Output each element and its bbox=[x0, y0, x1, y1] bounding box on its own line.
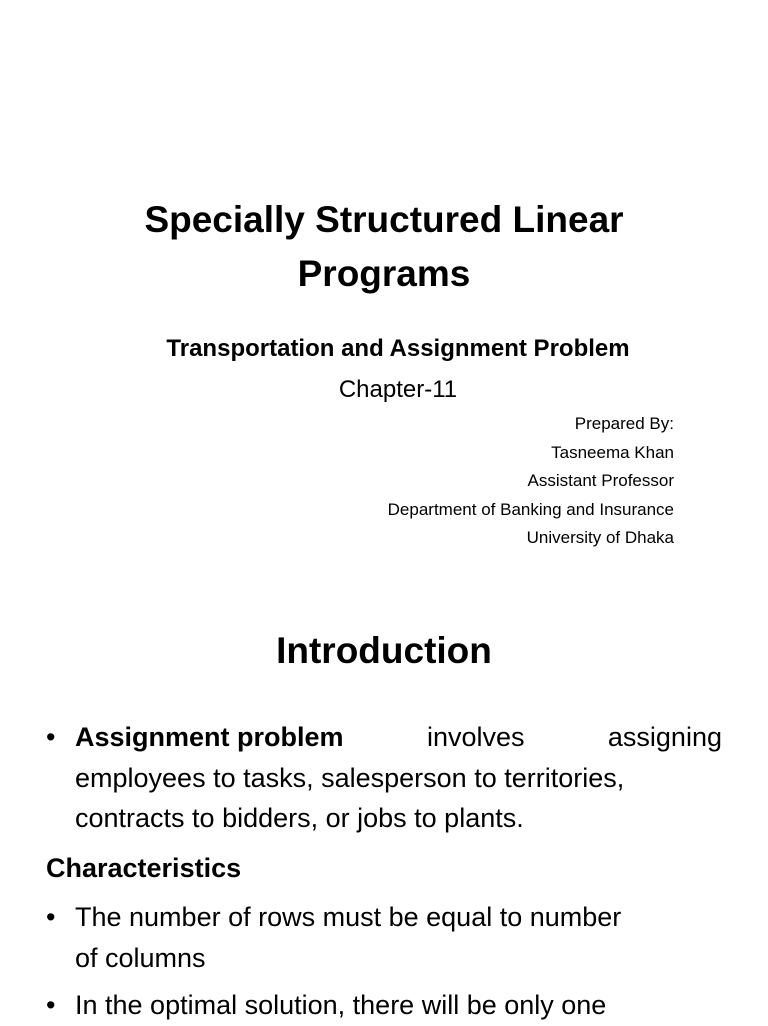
bullet-line: The number of rows must be equal to number bbox=[75, 902, 622, 932]
author-block bbox=[388, 410, 674, 553]
bullet-word: involves bbox=[426, 722, 525, 752]
section-title: Introduction bbox=[276, 630, 492, 671]
slide-title bbox=[0, 193, 768, 301]
bullet-item-optimal-solution bbox=[46, 985, 722, 1026]
author-position: Assistant Professor bbox=[527, 471, 674, 490]
bullet-word: assigning bbox=[607, 722, 722, 752]
bullet-line: of columns bbox=[75, 942, 206, 973]
characteristics-heading: Characteristics bbox=[46, 853, 242, 883]
bullet-icon: • bbox=[46, 990, 56, 1020]
author-university: University of Dhaka bbox=[526, 528, 674, 547]
bullet-item-rows-columns bbox=[46, 897, 722, 978]
bullet-bold-term: Assignment problem bbox=[75, 722, 344, 752]
author-name: Tasneema Khan bbox=[551, 442, 674, 462]
bullet-line: In the optimal solution, there will be only one bbox=[75, 990, 607, 1020]
slide-subtitle: Transportation and Assignment Problem bbox=[166, 335, 630, 362]
author-department: Department of Banking and Insurance bbox=[387, 499, 674, 519]
bullet-line: contracts to bidders, or jobs to plants. bbox=[75, 803, 524, 833]
slide-title-line-2: Programs bbox=[297, 253, 471, 294]
slide-title-line-1: Specially Structured Linear bbox=[144, 199, 624, 240]
chapter-label: Chapter-11 bbox=[338, 376, 458, 403]
bullet-line: employees to tasks, salesperson to territories, bbox=[75, 762, 625, 793]
bullet-icon: • bbox=[46, 722, 56, 752]
prepared-by-label: Prepared By: bbox=[574, 414, 674, 433]
bullet-item-assignment bbox=[46, 717, 722, 839]
bullet-icon: • bbox=[46, 902, 56, 932]
